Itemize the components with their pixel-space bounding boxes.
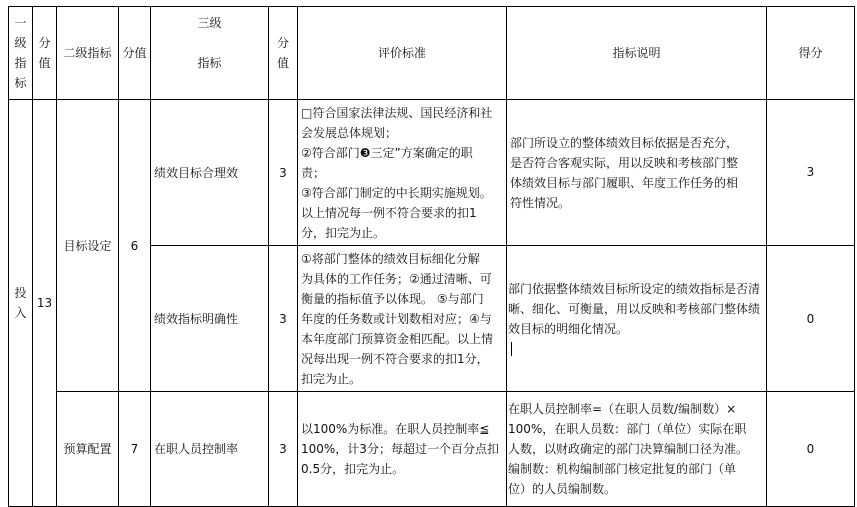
section-name: 投 入 (9, 100, 33, 507)
header-criteria: 评价标准 (298, 7, 507, 100)
indicator-score: 3 (269, 392, 298, 507)
table-row (9, 392, 855, 507)
table-row (9, 100, 855, 246)
group-name: 目标设定 (57, 100, 119, 392)
header-description: 指标说明 (507, 7, 767, 100)
description-text: 在职人员控制率=（在职人员数/编制数）× 100%，在职人员数：部门（单位）实际在职 人数，以财政确定的部门决算编制口径为准。 编制数：机构编制部门核定批复的部门（单 位）的人员编制数。 (507, 392, 767, 507)
indicator-name: 在职人员控制率 (151, 392, 269, 507)
indicator-score: 3 (269, 100, 298, 246)
header-level3: 三级 指标 (151, 7, 269, 100)
evaluation-table (8, 6, 855, 507)
indicator-name: 绩效目标合理效 (151, 100, 269, 246)
result-score: 0 (767, 392, 855, 507)
criteria-text: □符合国家法律法规、国民经济和社 会发展总体规划； ②符合部门❸三定”方案确定的职 责； ③符合部门制定的中长期实施规划。 以上情况每一例不符合要求的扣1 分，扣完为止。 (298, 100, 507, 246)
header-score2: 分值 (119, 7, 151, 100)
group-score: 6 (119, 100, 151, 392)
header-score3: 分值 (269, 7, 298, 100)
result-score: 0 (767, 246, 855, 392)
indicator-name: 绩效指标明确性 (151, 246, 269, 392)
group-name: 预算配置 (57, 392, 119, 507)
description-text[interactable]: 部门依据整体绩效目标所设定的绩效指标是否清 晰、细化、可衡量，用以反映和考核部门整体绩 效目标的明细化情况。 (507, 246, 767, 392)
description-text: 部门所设立的整体绩效目标依据是否充分， 是否符合客观实际，用以反映和考核部门整 体绩效目标与部门履职、年度工作任务的相 符性情况。 (507, 100, 767, 246)
header-score1: 分 值 (33, 7, 57, 100)
indicator-score: 3 (269, 246, 298, 392)
text-cursor-icon (511, 342, 512, 356)
criteria-text: ①将部门整体的绩效目标细化分解 为具体的工作任务；②通过清晰、可 衡量的指标值予以体现。 ⑤与部门 年度的任务数或计划数相对应；④与 本年度部门预算资金相匹配。以上情 况每出现一例不符合要求的扣1分， 扣完为止。 (298, 246, 507, 392)
result-score: 3 (767, 100, 855, 246)
criteria-text: 以100%为标准。在职人员控制率≦ 100%，计3分；每超过一个百分点扣 0.5分，扣完为止。 (298, 392, 507, 507)
header-level1: 一 级 指 标 (9, 7, 33, 100)
group-score: 7 (119, 392, 151, 507)
header-row (9, 7, 855, 100)
header-result: 得分 (767, 7, 855, 100)
header-level2: 二级指标 (57, 7, 119, 100)
section-score: 13 (33, 100, 57, 507)
